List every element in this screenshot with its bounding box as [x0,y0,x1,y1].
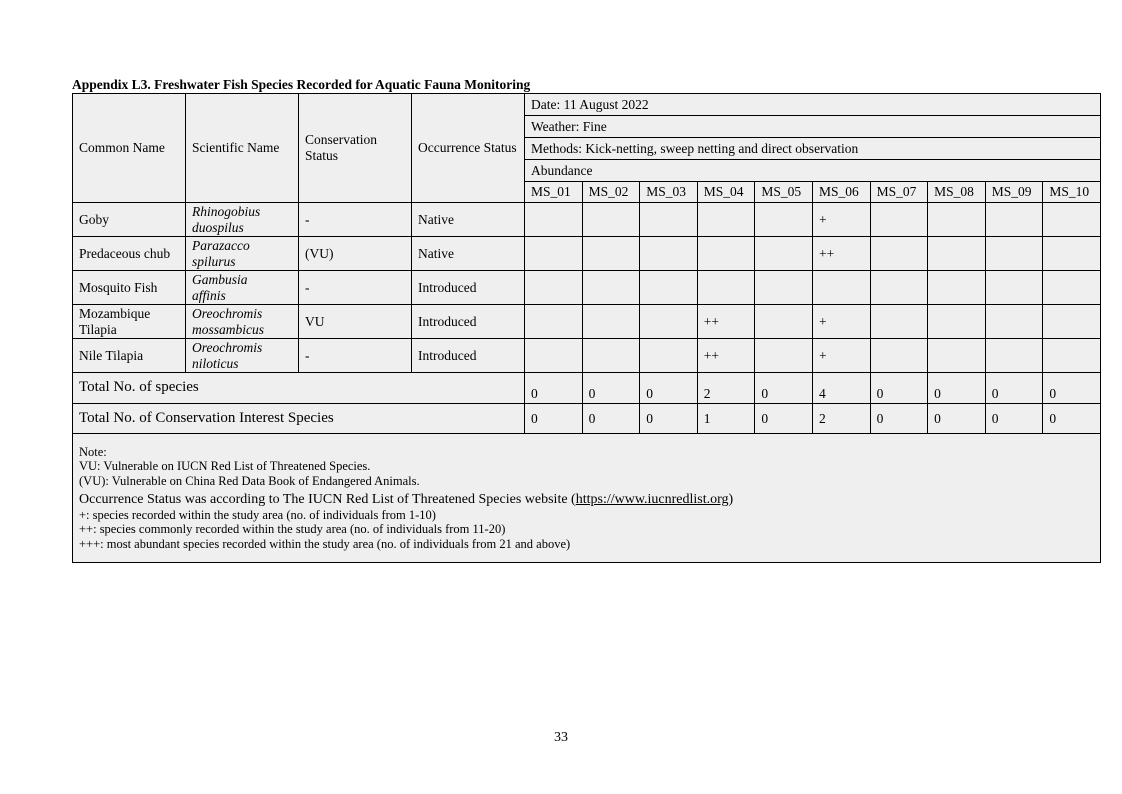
abundance-cell [755,339,813,373]
scientific-name-cell [186,237,299,271]
common-name-cell: Mozambique Tilapia [73,305,186,339]
header-date: Date: 11 August 2022 [525,94,1101,116]
abundance-cell [755,305,813,339]
total-value-cell: 0 [582,404,640,434]
fish-species-table [72,93,1101,563]
total-value-cell: 0 [755,373,813,404]
abundance-cell: ++ [697,305,755,339]
scientific-name-cell [186,305,299,339]
abundance-cell [985,237,1043,271]
abundance-cell [985,339,1043,373]
abundance-cell [928,237,986,271]
scientific-species: spilurus [192,253,236,269]
abundance-cell [640,305,698,339]
table-row [73,305,1101,339]
abundance-cell [525,271,583,305]
total-label: Total No. of Conservation Interest Species [73,404,525,434]
site-header-cell: MS_06 [812,182,870,203]
occurrence-status-cell: Native [412,203,525,237]
scientific-species: duospilus [192,219,244,235]
abundance-cell [928,203,986,237]
abundance-cell: + [812,339,870,373]
total-row [73,373,1101,404]
scientific-name-cell [186,339,299,373]
common-name-cell: Nile Tilapia [73,339,186,373]
total-value-cell: 0 [985,404,1043,434]
abundance-cell [870,305,928,339]
abundance-cell [1043,237,1101,271]
note-vu-paren: (VU): Vulnerable on China Red Data Book of Endangered Animals. [79,473,420,488]
occurrence-status-cell: Native [412,237,525,271]
abundance-cell [755,237,813,271]
scientific-species: niloticus [192,355,239,371]
note-heading: Note: [79,444,107,459]
common-name-cell: Mosquito Fish [73,271,186,305]
total-value-cell: 0 [525,373,583,404]
abundance-cell [1043,339,1101,373]
abundance-cell [870,339,928,373]
total-value-cell: 0 [870,373,928,404]
abundance-cell [870,203,928,237]
table-row [73,271,1101,305]
site-header-cell: MS_08 [928,182,986,203]
page-number: 33 [554,730,568,745]
site-header-cell: MS_03 [640,182,698,203]
notes-row [73,434,1101,563]
note-occurrence-suffix: ) [728,491,734,507]
header-conservation-status: Conservation Status [299,94,412,203]
iucn-link[interactable]: https://www.iucnredlist.org [575,491,729,507]
site-header-cell: MS_10 [1043,182,1101,203]
abundance-cell [525,305,583,339]
total-value-cell: 0 [525,404,583,434]
scientific-species: affinis [192,287,226,303]
conservation-status-cell: - [299,339,412,373]
abundance-cell [870,271,928,305]
conservation-status-cell: VU [299,305,412,339]
abundance-cell [1043,271,1101,305]
total-value-cell: 0 [1043,373,1101,404]
site-header-cell: MS_01 [525,182,583,203]
abundance-cell [582,271,640,305]
site-header-cell: MS_09 [985,182,1043,203]
site-header-cell: MS_07 [870,182,928,203]
total-value-cell: 0 [640,373,698,404]
table-title: Appendix L3. Freshwater Fish Species Recorded for Aquatic Fauna Monitoring [72,77,531,92]
total-value-cell: 1 [697,404,755,434]
scientific-genus: Oreochromis [192,339,263,355]
total-value-cell: 0 [582,373,640,404]
occurrence-status-cell: Introduced [412,339,525,373]
header-abundance: Abundance [525,160,1101,182]
scientific-species: mossambicus [192,321,265,337]
scientific-genus: Oreochromis [192,305,263,321]
table-row [73,203,1101,237]
conservation-status-cell: (VU) [299,237,412,271]
note-plus3: +++: most abundant species recorded within the study area (no. of individuals from 21 and above) [79,536,571,551]
conservation-status-cell: - [299,271,412,305]
total-value-cell: 2 [812,404,870,434]
total-value-cell: 0 [870,404,928,434]
abundance-cell [812,271,870,305]
header-occurrence-status: Occurrence Status [412,94,525,203]
total-value-cell: 2 [697,373,755,404]
table-row [73,339,1101,373]
abundance-cell [640,339,698,373]
abundance-cell [985,203,1043,237]
site-header-cell: MS_05 [755,182,813,203]
total-value-cell: 0 [640,404,698,434]
notes-cell [73,434,1101,563]
abundance-cell [928,305,986,339]
abundance-cell [640,203,698,237]
total-value-cell: 0 [928,404,986,434]
site-header-cell: MS_04 [697,182,755,203]
conservation-status-cell: - [299,203,412,237]
abundance-cell [697,203,755,237]
header-scientific-name: Scientific Name [186,94,299,203]
abundance-cell [697,271,755,305]
abundance-cell [755,271,813,305]
note-plus1: +: species recorded within the study area (no. of individuals from 1-10) [79,508,436,523]
abundance-cell [582,339,640,373]
header-common-name: Common Name [73,94,186,203]
total-label: Total No. of species [73,373,525,404]
abundance-cell: + [812,203,870,237]
table-row [73,237,1101,271]
site-header-cell: MS_02 [582,182,640,203]
note-occurrence-prefix: Occurrence Status was according to The IUCN Red List of Threatened Species website ( [79,491,576,507]
total-value-cell: 0 [1043,404,1101,434]
note-occurrence [79,492,1094,508]
abundance-cell [928,271,986,305]
scientific-genus: Parazacco [192,237,250,253]
common-name-cell: Predaceous chub [73,237,186,271]
total-value-cell: 0 [928,373,986,404]
abundance-cell: ++ [697,339,755,373]
header-methods: Methods: Kick-netting, sweep netting and direct observation [525,138,1101,160]
abundance-cell [582,305,640,339]
common-name-cell: Goby [73,203,186,237]
abundance-cell [870,237,928,271]
abundance-cell [525,203,583,237]
occurrence-status-cell: Introduced [412,271,525,305]
scientific-genus: Gambusia [192,271,248,287]
note-plus2: ++: species commonly recorded within the study area (no. of individuals from 11-20) [79,522,506,537]
abundance-cell [582,237,640,271]
scientific-name-cell [186,271,299,305]
occurrence-status-cell: Introduced [412,305,525,339]
total-value-cell: 0 [755,404,813,434]
abundance-cell [755,203,813,237]
total-value-cell: 0 [985,373,1043,404]
abundance-cell [697,237,755,271]
abundance-cell [582,203,640,237]
abundance-cell [640,271,698,305]
abundance-cell [1043,305,1101,339]
total-value-cell: 4 [812,373,870,404]
abundance-cell: ++ [812,237,870,271]
abundance-cell [985,305,1043,339]
abundance-cell [1043,203,1101,237]
scientific-name-cell [186,203,299,237]
abundance-cell [985,271,1043,305]
abundance-cell [640,237,698,271]
total-row [73,404,1101,434]
abundance-cell: + [812,305,870,339]
scientific-genus: Rhinogobius [192,203,261,219]
abundance-cell [525,339,583,373]
abundance-cell [525,237,583,271]
abundance-cell [928,339,986,373]
note-vu: VU: Vulnerable on IUCN Red List of Threatened Species. [79,459,371,474]
header-weather: Weather: Fine [525,116,1101,138]
